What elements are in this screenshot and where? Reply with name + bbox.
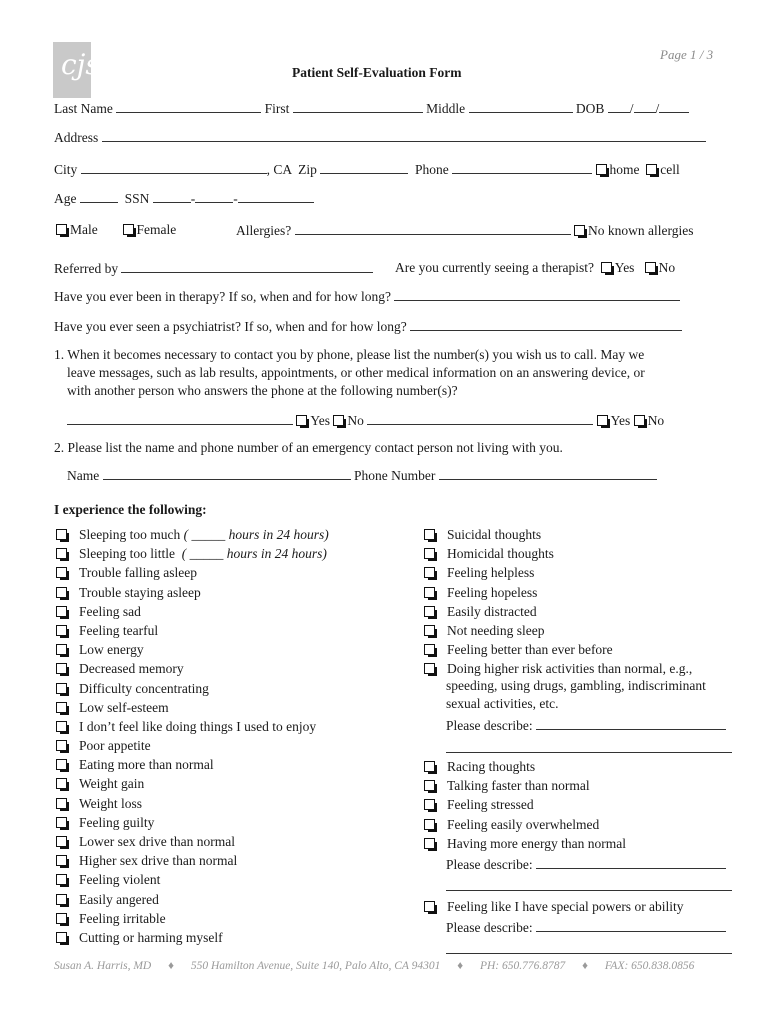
footer-fax: FAX: 650.838.0856 bbox=[604, 960, 695, 972]
symptom-label: Low self-esteem bbox=[79, 699, 169, 715]
list-item bbox=[56, 794, 329, 813]
symptom-label: Decreased memory bbox=[79, 661, 184, 677]
symptom-label: Feeling violent bbox=[79, 872, 161, 888]
describe-row-1b bbox=[446, 740, 732, 757]
q2-name-label: Name bbox=[67, 468, 100, 483]
symptom-checkbox[interactable] bbox=[56, 759, 67, 770]
symptom-checkbox[interactable] bbox=[56, 836, 67, 847]
city-label: City bbox=[54, 162, 78, 177]
symptom-note: ( _____ hours in 24 hours) bbox=[183, 527, 329, 542]
experience-right-list-3 bbox=[424, 897, 684, 916]
q1-number2-yes-checkbox[interactable] bbox=[597, 415, 608, 426]
symptom-checkbox[interactable] bbox=[424, 529, 435, 540]
list-item bbox=[56, 813, 329, 832]
age-field[interactable] bbox=[80, 190, 118, 203]
symptom-checkbox[interactable] bbox=[424, 780, 435, 791]
symptom-label: Homicidal thoughts bbox=[447, 546, 554, 562]
list-item bbox=[56, 928, 329, 947]
describe-field-1b[interactable] bbox=[446, 740, 732, 753]
phone-label: Phone bbox=[415, 162, 449, 177]
symptom-label: Feeling like I have special powers or ability bbox=[447, 899, 684, 914]
symptom-checkbox[interactable] bbox=[56, 721, 67, 732]
q1-no-label: No bbox=[647, 413, 665, 428]
home-label: home bbox=[609, 162, 640, 177]
q1-line1: 1. When it becomes necessary to contact you by phone, please list the number(s) you wish us to call. May we bbox=[54, 347, 645, 362]
symptom-checkbox[interactable] bbox=[424, 548, 435, 559]
list-item bbox=[424, 776, 626, 795]
list-item bbox=[56, 736, 329, 755]
footer-phone: PH: 650.776.8787 bbox=[479, 960, 566, 972]
address-row bbox=[54, 129, 706, 146]
logo-text: cjs bbox=[61, 48, 100, 81]
city-row bbox=[54, 161, 680, 178]
list-item bbox=[424, 525, 692, 544]
list-item bbox=[424, 795, 626, 814]
list-item bbox=[424, 897, 684, 916]
symptom-checkbox[interactable] bbox=[56, 702, 67, 713]
referred-field[interactable] bbox=[121, 260, 373, 273]
form-title: Patient Self-Evaluation Form bbox=[292, 65, 462, 80]
list-item bbox=[424, 815, 626, 834]
last-name-label: Last Name bbox=[54, 101, 113, 116]
describe-field-3a[interactable] bbox=[536, 919, 726, 932]
symptom-note: ( _____ hours in 24 hours) bbox=[181, 546, 327, 562]
symptom-checkbox[interactable] bbox=[56, 778, 67, 789]
q1-line2: leave messages, such as lab results, appointments, or other medical information on an answering device, or bbox=[67, 365, 645, 380]
list-item bbox=[56, 640, 329, 659]
symptom-label: Having more energy than normal bbox=[447, 835, 626, 851]
symptom-label: Not needing sleep bbox=[447, 622, 545, 638]
no-allergies-label: No known allergies bbox=[587, 223, 694, 238]
describe-label: Please describe: bbox=[446, 857, 533, 872]
symptom-label: Weight loss bbox=[79, 795, 143, 811]
referred-label: Referred by bbox=[54, 261, 119, 276]
symptom-checkbox[interactable] bbox=[424, 761, 435, 772]
list-item bbox=[56, 563, 329, 582]
symptom-label: Low energy bbox=[79, 642, 144, 658]
describe-row-2b bbox=[446, 878, 732, 895]
symptom-label: Feeling irritable bbox=[79, 910, 166, 926]
zip-label: Zip bbox=[298, 162, 317, 177]
dob-day-field[interactable] bbox=[634, 100, 656, 113]
first-name-field[interactable] bbox=[293, 100, 423, 113]
state-label: , CA bbox=[266, 162, 292, 177]
symptom-label: Feeling tearful bbox=[79, 622, 159, 638]
symptom-label: Sleeping too little bbox=[79, 546, 175, 562]
list-item bbox=[56, 851, 329, 870]
symptom-label: Weight gain bbox=[79, 776, 145, 792]
list-item bbox=[424, 544, 692, 563]
symptom-label: Feeling easily overwhelmed bbox=[447, 816, 600, 832]
cell-checkbox[interactable] bbox=[646, 164, 657, 175]
list-item bbox=[56, 717, 329, 736]
therapy-row bbox=[54, 288, 680, 305]
dob-year-field[interactable] bbox=[659, 100, 689, 113]
therapy-field[interactable] bbox=[394, 288, 680, 301]
address-field[interactable] bbox=[102, 129, 706, 142]
list-item bbox=[424, 834, 626, 853]
middle-name-label: Middle bbox=[426, 101, 466, 116]
symptom-checkbox[interactable] bbox=[56, 798, 67, 809]
q2-text: 2. Please list the name and phone number of an emergency contact person not living with you. bbox=[54, 440, 563, 455]
symptom-checkbox[interactable] bbox=[56, 644, 67, 655]
dob-label: DOB bbox=[575, 101, 605, 116]
symptom-label: Feeling sad bbox=[79, 603, 141, 619]
symptom-checkbox[interactable] bbox=[56, 683, 67, 694]
symptom-label: Lower sex drive than normal bbox=[79, 834, 235, 849]
symptom-checkbox[interactable] bbox=[56, 529, 67, 540]
gender-row bbox=[56, 222, 176, 238]
symptom-checkbox[interactable] bbox=[56, 913, 67, 924]
page-number: Page 1 / 3 bbox=[660, 47, 714, 62]
first-name-label: First bbox=[264, 101, 290, 116]
symptom-checkbox[interactable] bbox=[56, 874, 67, 885]
home-checkbox[interactable] bbox=[596, 164, 607, 175]
no-allergies-checkbox[interactable] bbox=[574, 225, 585, 236]
experience-heading: I experience the following: bbox=[54, 502, 207, 517]
symptom-checkbox[interactable] bbox=[56, 740, 67, 751]
footer-separator: ♦ bbox=[582, 960, 589, 972]
symptom-label: Trouble staying asleep bbox=[79, 584, 201, 600]
symptom-checkbox[interactable] bbox=[56, 663, 67, 674]
q2-phone-field[interactable] bbox=[439, 467, 657, 480]
symptom-label: I don’t feel like doing things I used to enjoy bbox=[79, 718, 317, 734]
list-item bbox=[56, 583, 329, 602]
list-item bbox=[56, 544, 329, 563]
female-label: Female bbox=[136, 222, 177, 237]
footer bbox=[54, 960, 718, 972]
symptom-checkbox[interactable] bbox=[424, 901, 435, 912]
describe-row-2 bbox=[446, 856, 726, 873]
cell-label: cell bbox=[660, 162, 680, 177]
therapist-yes-checkbox[interactable] bbox=[601, 262, 612, 273]
symptom-checkbox[interactable] bbox=[424, 587, 435, 598]
ssn-part1-field[interactable] bbox=[153, 190, 191, 203]
symptom-checkbox[interactable] bbox=[424, 567, 435, 578]
middle-name-field[interactable] bbox=[469, 100, 573, 113]
referred-row bbox=[54, 260, 373, 277]
symptom-checkbox[interactable] bbox=[56, 548, 67, 559]
symptom-label: Easily distracted bbox=[447, 603, 537, 619]
symptom-label: Easily angered bbox=[79, 891, 159, 907]
symptom-label: Trouble falling asleep bbox=[79, 565, 197, 581]
q1-yes-label: Yes bbox=[310, 413, 331, 428]
zip-field[interactable] bbox=[320, 161, 408, 174]
male-label: Male bbox=[70, 222, 98, 237]
describe-field-2b[interactable] bbox=[446, 878, 732, 891]
male-checkbox[interactable] bbox=[56, 224, 67, 235]
list-item bbox=[56, 774, 329, 793]
therapist-question: Are you currently seeing a therapist? bbox=[395, 260, 595, 275]
symptom-label: Feeling hopeless bbox=[447, 584, 538, 600]
risk-line3: sexual activities, etc. bbox=[446, 696, 559, 711]
q1-number2-no-checkbox[interactable] bbox=[634, 415, 645, 426]
q1-number1-yes-checkbox[interactable] bbox=[296, 415, 307, 426]
symptom-checkbox[interactable] bbox=[56, 567, 67, 578]
symptom-label: Difficulty concentrating bbox=[79, 680, 209, 696]
list-item bbox=[424, 583, 692, 602]
list-item bbox=[56, 525, 329, 544]
symptom-label: Doing higher risk activities than normal, e.g., bbox=[447, 661, 693, 677]
q1-answer-row bbox=[67, 412, 664, 429]
therapist-no-label: No bbox=[658, 260, 676, 275]
q1-yes-label: Yes bbox=[610, 413, 631, 428]
symptom-label: Feeling better than ever before bbox=[447, 642, 613, 658]
list-item bbox=[424, 563, 692, 582]
allergies-field[interactable] bbox=[295, 222, 571, 235]
symptom-checkbox[interactable] bbox=[424, 799, 435, 810]
list-item bbox=[56, 698, 329, 717]
describe-field-2a[interactable] bbox=[536, 856, 726, 869]
list-item bbox=[424, 659, 692, 678]
therapist-row bbox=[395, 260, 675, 276]
last-name-field[interactable] bbox=[116, 100, 261, 113]
describe-field-1a[interactable] bbox=[536, 717, 726, 730]
symptom-checkbox[interactable] bbox=[424, 838, 435, 849]
experience-right-list-2 bbox=[424, 757, 626, 853]
list-item bbox=[56, 870, 329, 889]
symptom-checkbox[interactable] bbox=[424, 644, 435, 655]
symptom-checkbox[interactable] bbox=[424, 606, 435, 617]
symptom-label: Suicidal thoughts bbox=[447, 527, 542, 542]
symptom-checkbox[interactable] bbox=[56, 606, 67, 617]
symptom-checkbox[interactable] bbox=[56, 817, 67, 828]
list-item bbox=[56, 890, 329, 909]
experience-right-list-1 bbox=[424, 525, 692, 679]
age-row: Age SSN - - bbox=[54, 190, 314, 207]
footer-name: Susan A. Harris, MD bbox=[54, 960, 152, 972]
allergies-label: Allergies? bbox=[236, 223, 292, 238]
describe-row-3b bbox=[446, 941, 732, 958]
q1-number1-field[interactable] bbox=[67, 412, 293, 425]
risk-line2: speeding, using drugs, gambling, indiscriminant bbox=[446, 678, 706, 693]
symptom-checkbox[interactable] bbox=[56, 855, 67, 866]
ssn-label: SSN bbox=[124, 191, 150, 206]
psychiatrist-field[interactable] bbox=[410, 318, 682, 331]
list-item bbox=[56, 659, 329, 678]
symptom-label: Sleeping too much bbox=[79, 527, 181, 542]
city-field[interactable] bbox=[81, 161, 267, 174]
therapist-no-checkbox[interactable] bbox=[645, 262, 656, 273]
symptom-label: Cutting or harming myself bbox=[79, 929, 223, 945]
footer-separator: ♦ bbox=[168, 960, 174, 972]
female-checkbox[interactable] bbox=[123, 224, 134, 235]
therapist-yes-label: Yes bbox=[614, 260, 635, 275]
symptom-label: Racing thoughts bbox=[447, 759, 536, 774]
psychiatrist-question: Have you ever seen a psychiatrist? If so, when and for how long? bbox=[54, 319, 407, 334]
allergies-row bbox=[236, 222, 693, 239]
q1-no-label: No bbox=[347, 413, 364, 428]
q1-number2-field[interactable] bbox=[367, 412, 593, 425]
ssn-part2-field[interactable] bbox=[195, 190, 233, 203]
therapy-question: Have you ever been in therapy? If so, when and for how long? bbox=[54, 289, 392, 304]
describe-row-1 bbox=[446, 717, 726, 734]
practice-logo bbox=[53, 42, 100, 98]
footer-address: 550 Hamilton Avenue, Suite 140, Palo Alto, CA 94301 bbox=[190, 960, 441, 972]
symptom-label: Feeling helpless bbox=[447, 565, 535, 581]
address-label: Address bbox=[54, 130, 99, 145]
symptom-checkbox[interactable] bbox=[424, 819, 435, 830]
list-item bbox=[56, 832, 329, 851]
age-label: Age bbox=[54, 191, 77, 206]
symptom-checkbox[interactable] bbox=[56, 894, 67, 905]
symptom-checkbox[interactable] bbox=[424, 663, 435, 674]
describe-label: Please describe: bbox=[446, 920, 533, 935]
experience-left-list bbox=[56, 525, 329, 947]
describe-label: Please describe: bbox=[446, 718, 533, 733]
list-item bbox=[56, 755, 329, 774]
symptom-label: Feeling guilty bbox=[79, 814, 155, 830]
symptom-label: Poor appetite bbox=[79, 738, 151, 754]
symptom-label: Eating more than normal bbox=[79, 757, 214, 773]
list-item bbox=[424, 640, 692, 659]
symptom-label: Higher sex drive than normal bbox=[79, 853, 238, 869]
q2-answer-row bbox=[67, 467, 657, 484]
q1-line3: with another person who answers the phone at the following number(s)? bbox=[67, 383, 458, 398]
symptom-label: Feeling stressed bbox=[447, 797, 534, 813]
symptom-checkbox[interactable] bbox=[56, 587, 67, 598]
list-item bbox=[424, 757, 626, 776]
list-item bbox=[424, 621, 692, 640]
describe-row-3 bbox=[446, 919, 726, 936]
name-row: Last Name First Middle DOB / / bbox=[54, 100, 689, 117]
describe-field-3b[interactable] bbox=[446, 941, 732, 954]
dob-month-field[interactable] bbox=[608, 100, 630, 113]
list-item bbox=[56, 909, 329, 928]
q1-number1-no-checkbox[interactable] bbox=[333, 415, 344, 426]
q2-phone-label: Phone Number bbox=[353, 468, 436, 483]
phone-field[interactable] bbox=[452, 161, 592, 174]
symptom-checkbox[interactable] bbox=[424, 625, 435, 636]
psychiatrist-row bbox=[54, 318, 682, 335]
symptom-checkbox[interactable] bbox=[56, 625, 67, 636]
list-item bbox=[56, 679, 329, 698]
q2-name-field[interactable] bbox=[103, 467, 351, 480]
list-item bbox=[56, 602, 329, 621]
symptom-label: Talking faster than normal bbox=[447, 778, 590, 794]
footer-separator: ♦ bbox=[457, 960, 464, 972]
ssn-part3-field[interactable] bbox=[238, 190, 314, 203]
symptom-checkbox[interactable] bbox=[56, 932, 67, 943]
list-item bbox=[56, 621, 329, 640]
list-item bbox=[424, 602, 692, 621]
